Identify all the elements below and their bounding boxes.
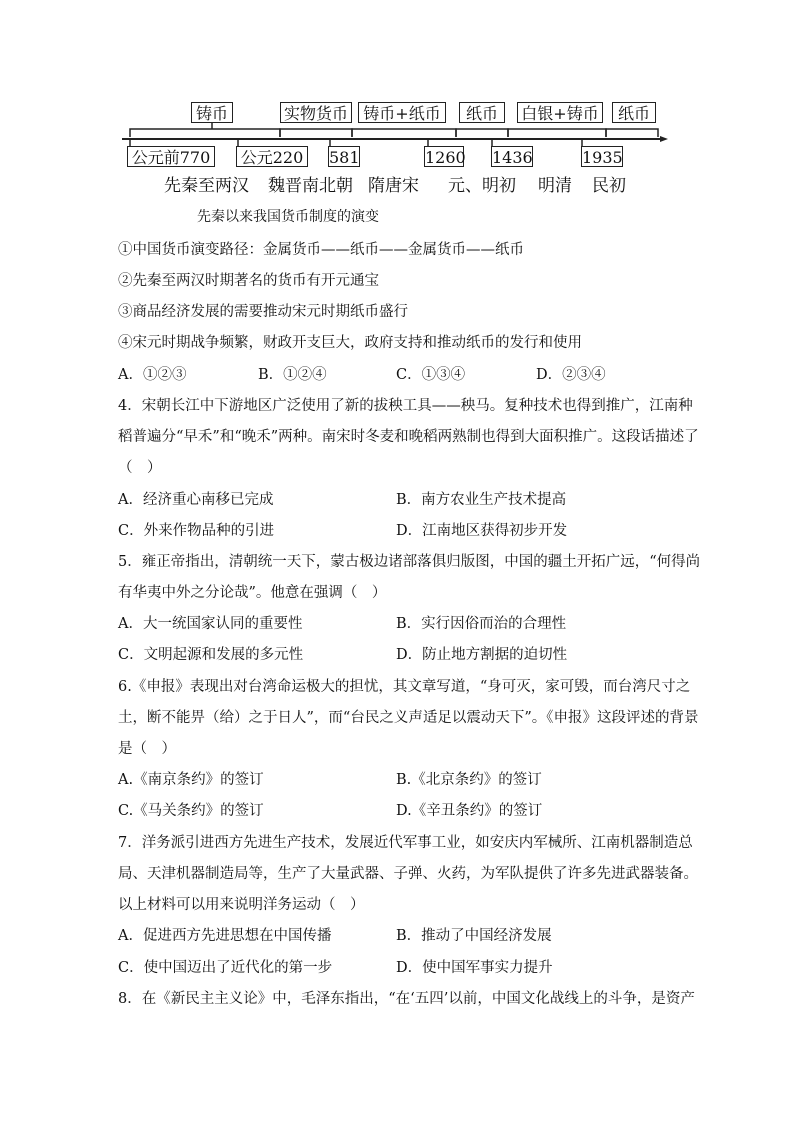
option-a: A．促进西方先进思想在中国传播: [118, 928, 332, 944]
era-label: 魏晋南北朝: [268, 176, 353, 196]
option-c: C．外来作物品种的引进: [118, 523, 275, 539]
currency-box: 实物货币: [280, 102, 352, 123]
statement: ①中国货币演变路径：金属货币——纸币——金属货币——纸币: [118, 242, 524, 258]
currency-box: 白银+铸币: [517, 102, 603, 123]
option-b: B.《北京条约》的签订: [396, 772, 542, 788]
option-d: D．防止地方割据的迫切性: [396, 647, 568, 663]
option-b: B．南方农业生产技术提高: [396, 492, 567, 508]
question-text: 局、天津机器制造局等，生产了大量武器、子弹、火药，为军队提供了许多先进武器装备。: [118, 866, 698, 882]
option-d: D．使中国军事实力提升: [396, 960, 553, 976]
option-c: C．①③④: [396, 367, 466, 383]
option-c: C．使中国迈出了近代化的第一步: [118, 960, 333, 976]
option-b: B．实行因俗而治的合理性: [396, 616, 567, 632]
year-box: 公元前770: [127, 146, 215, 167]
era-label: 元、明初: [448, 176, 516, 196]
question-text: 4．宋朝长江中下游地区广泛使用了新的拔秧工具——秧马。复种技术也得到推广，江南种: [118, 398, 693, 414]
question-text: 有华夷中外之分论哉”。他意在强调（ ）: [118, 585, 387, 601]
option-c: C.《马关条约》的签订: [118, 803, 264, 819]
currency-box: 铸币: [191, 102, 233, 123]
statement: ②先秦至两汉时期著名的货币有开元通宝: [118, 273, 379, 289]
statement: ④宋元时期战争频繁，财政开支巨大，政府支持和推动纸币的发行和使用: [118, 335, 582, 351]
question-text: 7．洋务派引进西方先进生产技术，发展近代军事工业，如安庆内军械所、江南机器制造总: [118, 835, 693, 851]
option-d: D．江南地区获得初步开发: [396, 523, 568, 539]
era-label: 隋唐宋: [368, 176, 419, 196]
timeline-axis: [0, 0, 794, 200]
option-a: A．①②③: [118, 367, 187, 383]
currency-box: 纸币: [459, 102, 505, 123]
question-text: 以上材料可以用来说明洋务运动（ ）: [118, 897, 365, 913]
option-d: D．②③④: [536, 367, 606, 383]
option-a: A．大一统国家认同的重要性: [118, 616, 303, 632]
era-label: 民初: [592, 176, 626, 196]
option-d: D.《辛丑条约》的签订: [396, 803, 543, 819]
option-a: A.《南京条约》的签订: [118, 772, 264, 788]
option-b: B．推动了中国经济发展: [396, 928, 552, 944]
currency-box: 铸币+纸币: [358, 102, 446, 123]
currency-timeline: [0, 0, 794, 200]
era-label: 明清: [538, 176, 572, 196]
question-text: 是（ ）: [118, 741, 176, 757]
year-box: 1260: [425, 148, 466, 167]
question-text: 土，断不能畀（给）之于日人”，而“台民之义声适足以震动天下”。《申报》这段评述的背景: [118, 710, 699, 726]
statement: ③商品经济发展的需要推动宋元时期纸币盛行: [118, 304, 408, 320]
currency-box: 纸币: [612, 102, 656, 123]
option-c: C．文明起源和发展的多元性: [118, 647, 304, 663]
question-text: 稻普遍分“早禾”和“晚禾”两种。南宋时冬麦和晚稻两熟制也得到大面积推广。这段话描述了: [118, 429, 699, 445]
question-text: 5．雍正帝指出，清朝统一天下，蒙古极边诸部落俱归版图，中国的疆土开拓广远，“何得尚: [118, 554, 701, 570]
question-text: 8．在《新民主主义论》中，毛泽东指出，“在‘五四’以前，中国文化战线上的斗争，是资产: [118, 991, 695, 1007]
year-box: 1935: [582, 148, 623, 167]
question-text: （ ）: [118, 460, 162, 476]
option-a: A．经济重心南移已完成: [118, 492, 274, 508]
figure-caption: 先秦以来我国货币制度的演变: [197, 209, 379, 225]
era-label: 先秦至两汉: [164, 176, 249, 196]
year-box: 1436: [492, 148, 533, 167]
year-box: 公元220: [236, 146, 308, 167]
year-box: 581: [329, 148, 360, 167]
question-text: 6.《申报》表现出对台湾命运极大的担忧，其文章写道，“身可灭，家可毁，而台湾尺寸之: [118, 679, 691, 695]
option-b: B．①②④: [258, 367, 327, 383]
